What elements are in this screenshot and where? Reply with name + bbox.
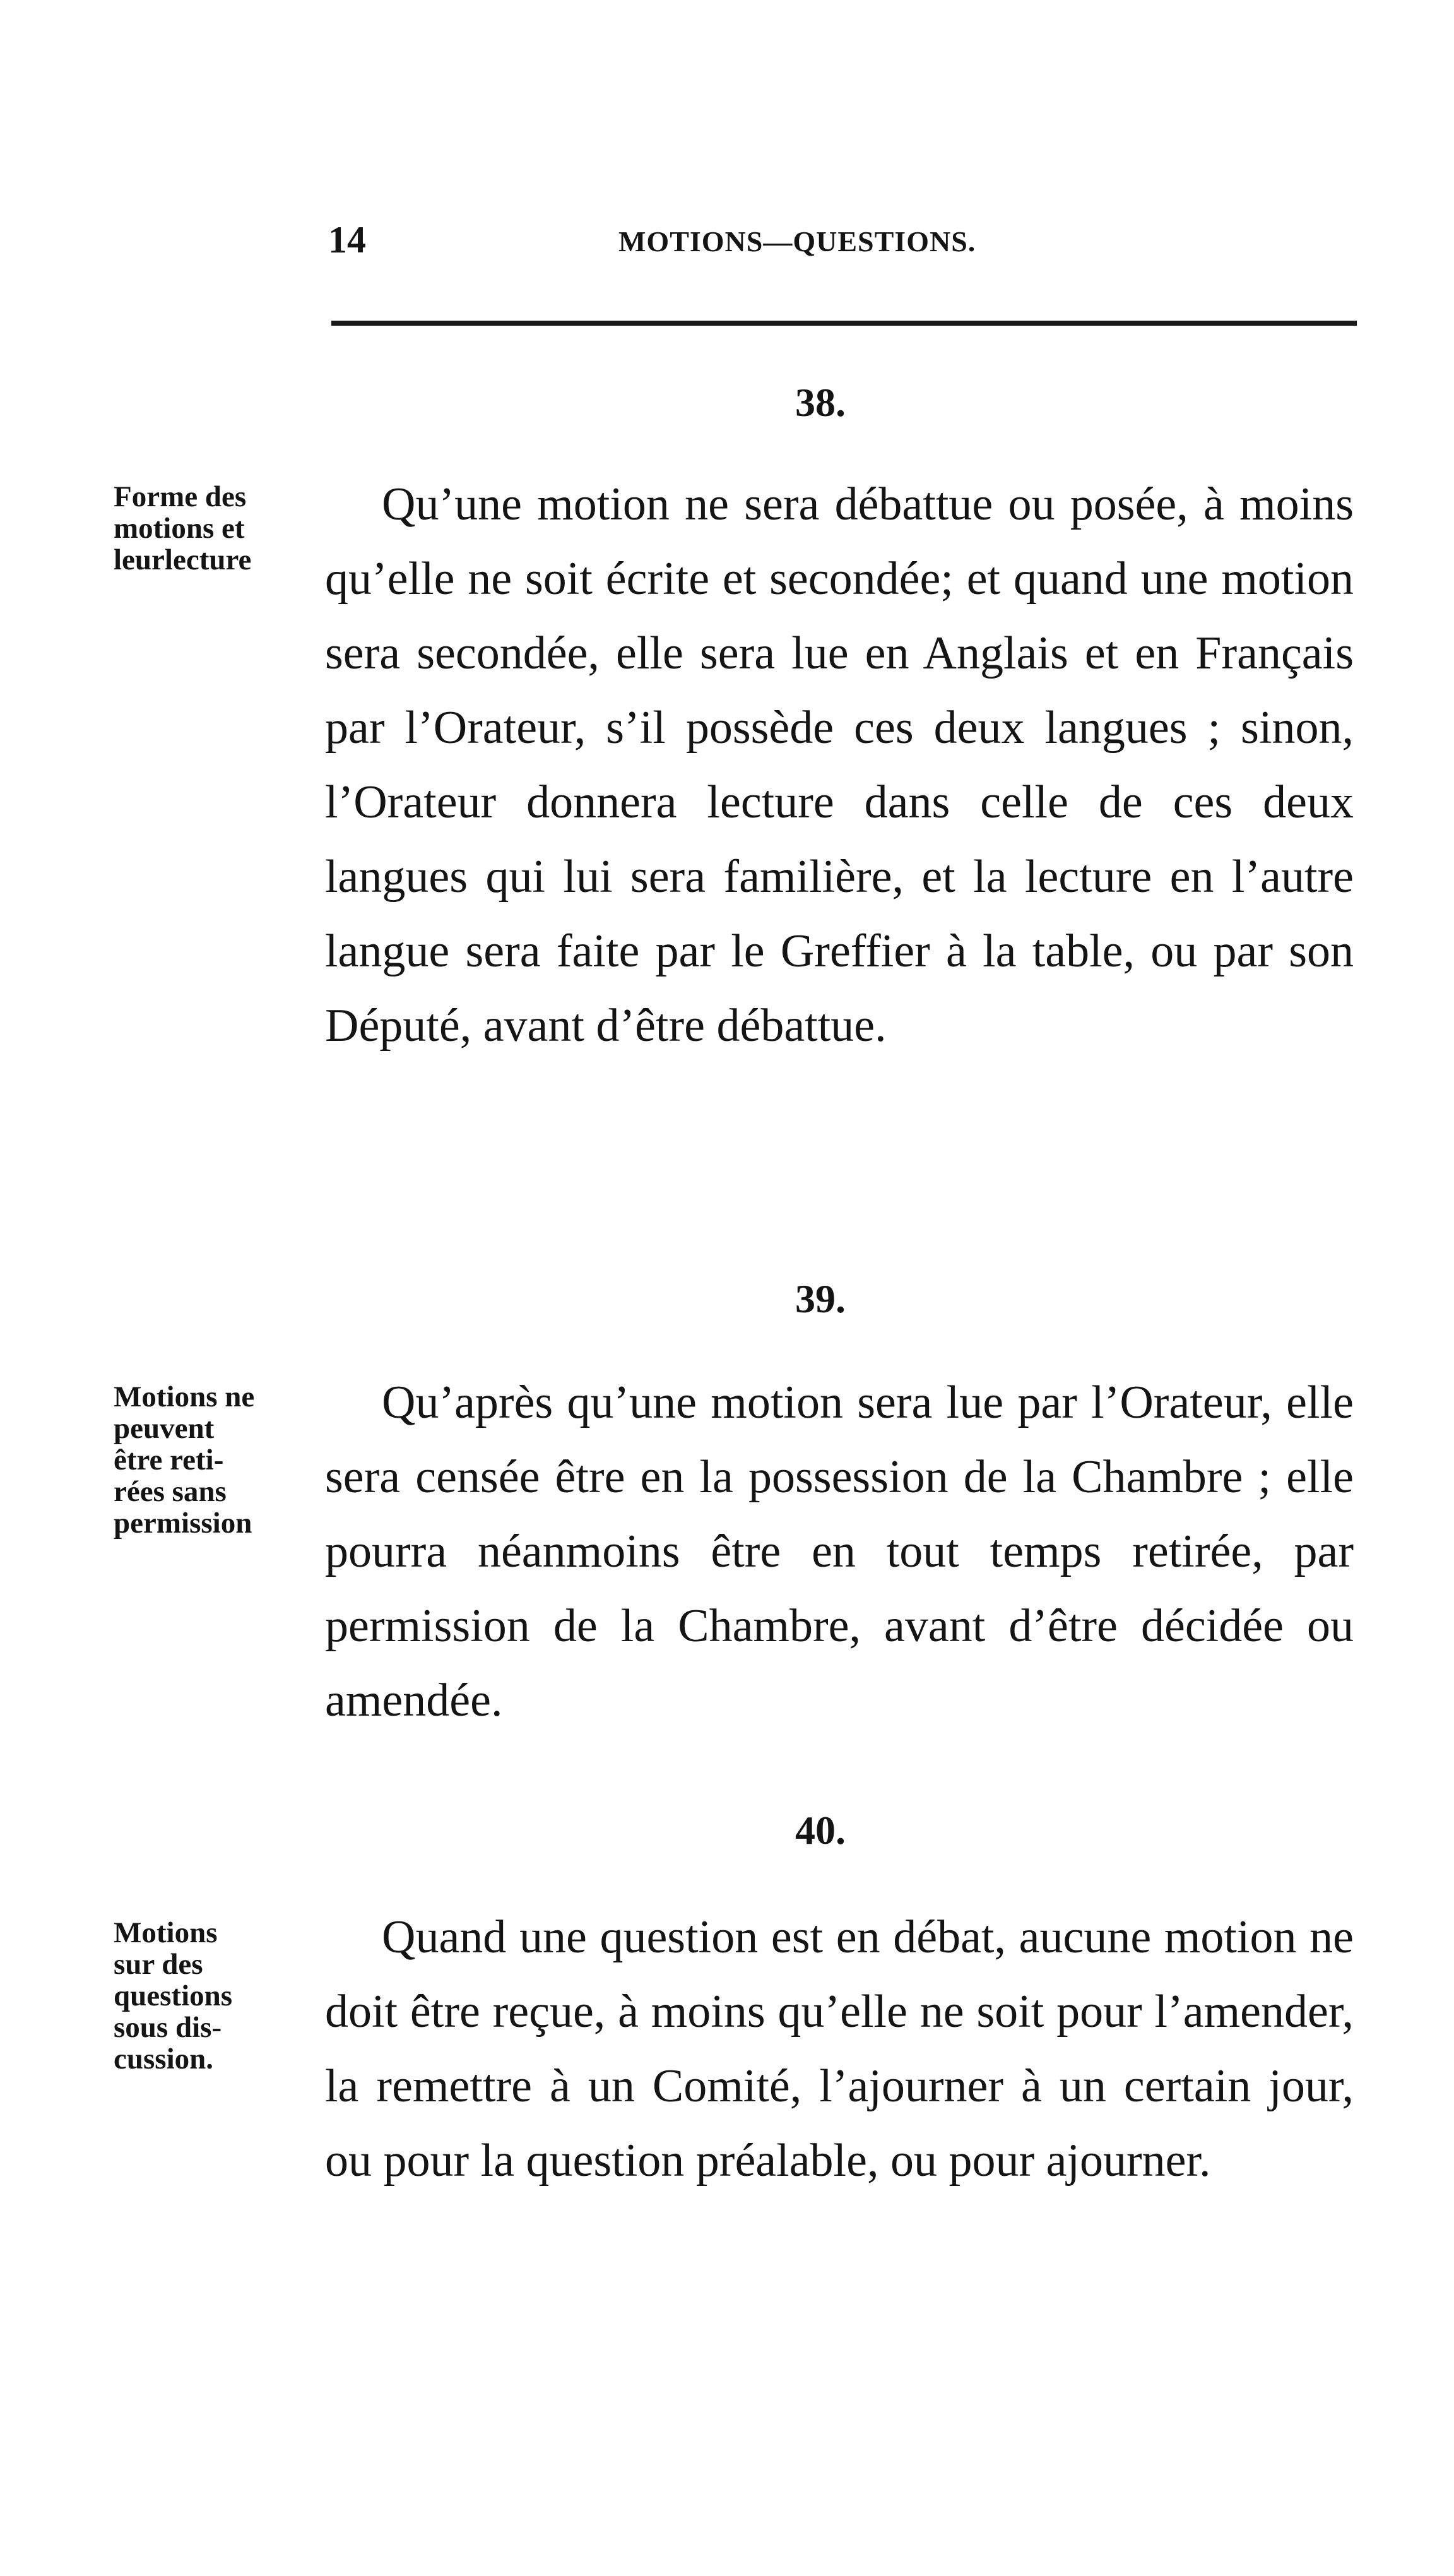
side-note-40: Motions sur des questions sous dis- cussion. xyxy=(114,1916,233,2075)
article-number-38: 38. xyxy=(795,380,846,425)
article-text-38: Qu’une motion ne sera débattue ou posée, à moins qu’elle ne soit écrite et secondée; et quand une motion sera secondée, elle sera lue en Anglais et en Français par l’Orateur, s’il possède ces deux langues ; sinon, l’Orateur donnera lecture dans celle de ces deux langues qui lui sera familière, et la lecture en l’autre langue sera faite par le Greffier à la table, ou par son Député, avant d’être débattue. xyxy=(325,478,1354,1052)
article-number-40: 40. xyxy=(795,1808,846,1853)
article-text-40: Quand une question est en débat, aucune motion ne doit être reçue, à moins qu’elle ne soit pour l’amender, la remettre à un Comité, l’ajourner à un certain jour, ou pour la question préalable, ou pour ajourner. xyxy=(325,1911,1354,2187)
article-text-39: Qu’après qu’une motion sera lue par l’Orateur, elle sera censée être en la possession de la Chambre ; elle pourra néanmoins être en tout temps retirée, par permission de la Chambre, avant d’être décidée ou amendée. xyxy=(325,1377,1354,1726)
running-head: MOTIONS—QUESTIONS. xyxy=(618,225,976,258)
page-header xyxy=(328,215,1357,265)
side-note-38: Forme des motions et leurlecture xyxy=(114,480,252,576)
side-note-39: Motions ne peuvent être reti- rées sans permission xyxy=(114,1380,255,1540)
header-rule xyxy=(331,321,1357,326)
page-number: 14 xyxy=(328,219,366,261)
article-number-39: 39. xyxy=(795,1276,846,1321)
